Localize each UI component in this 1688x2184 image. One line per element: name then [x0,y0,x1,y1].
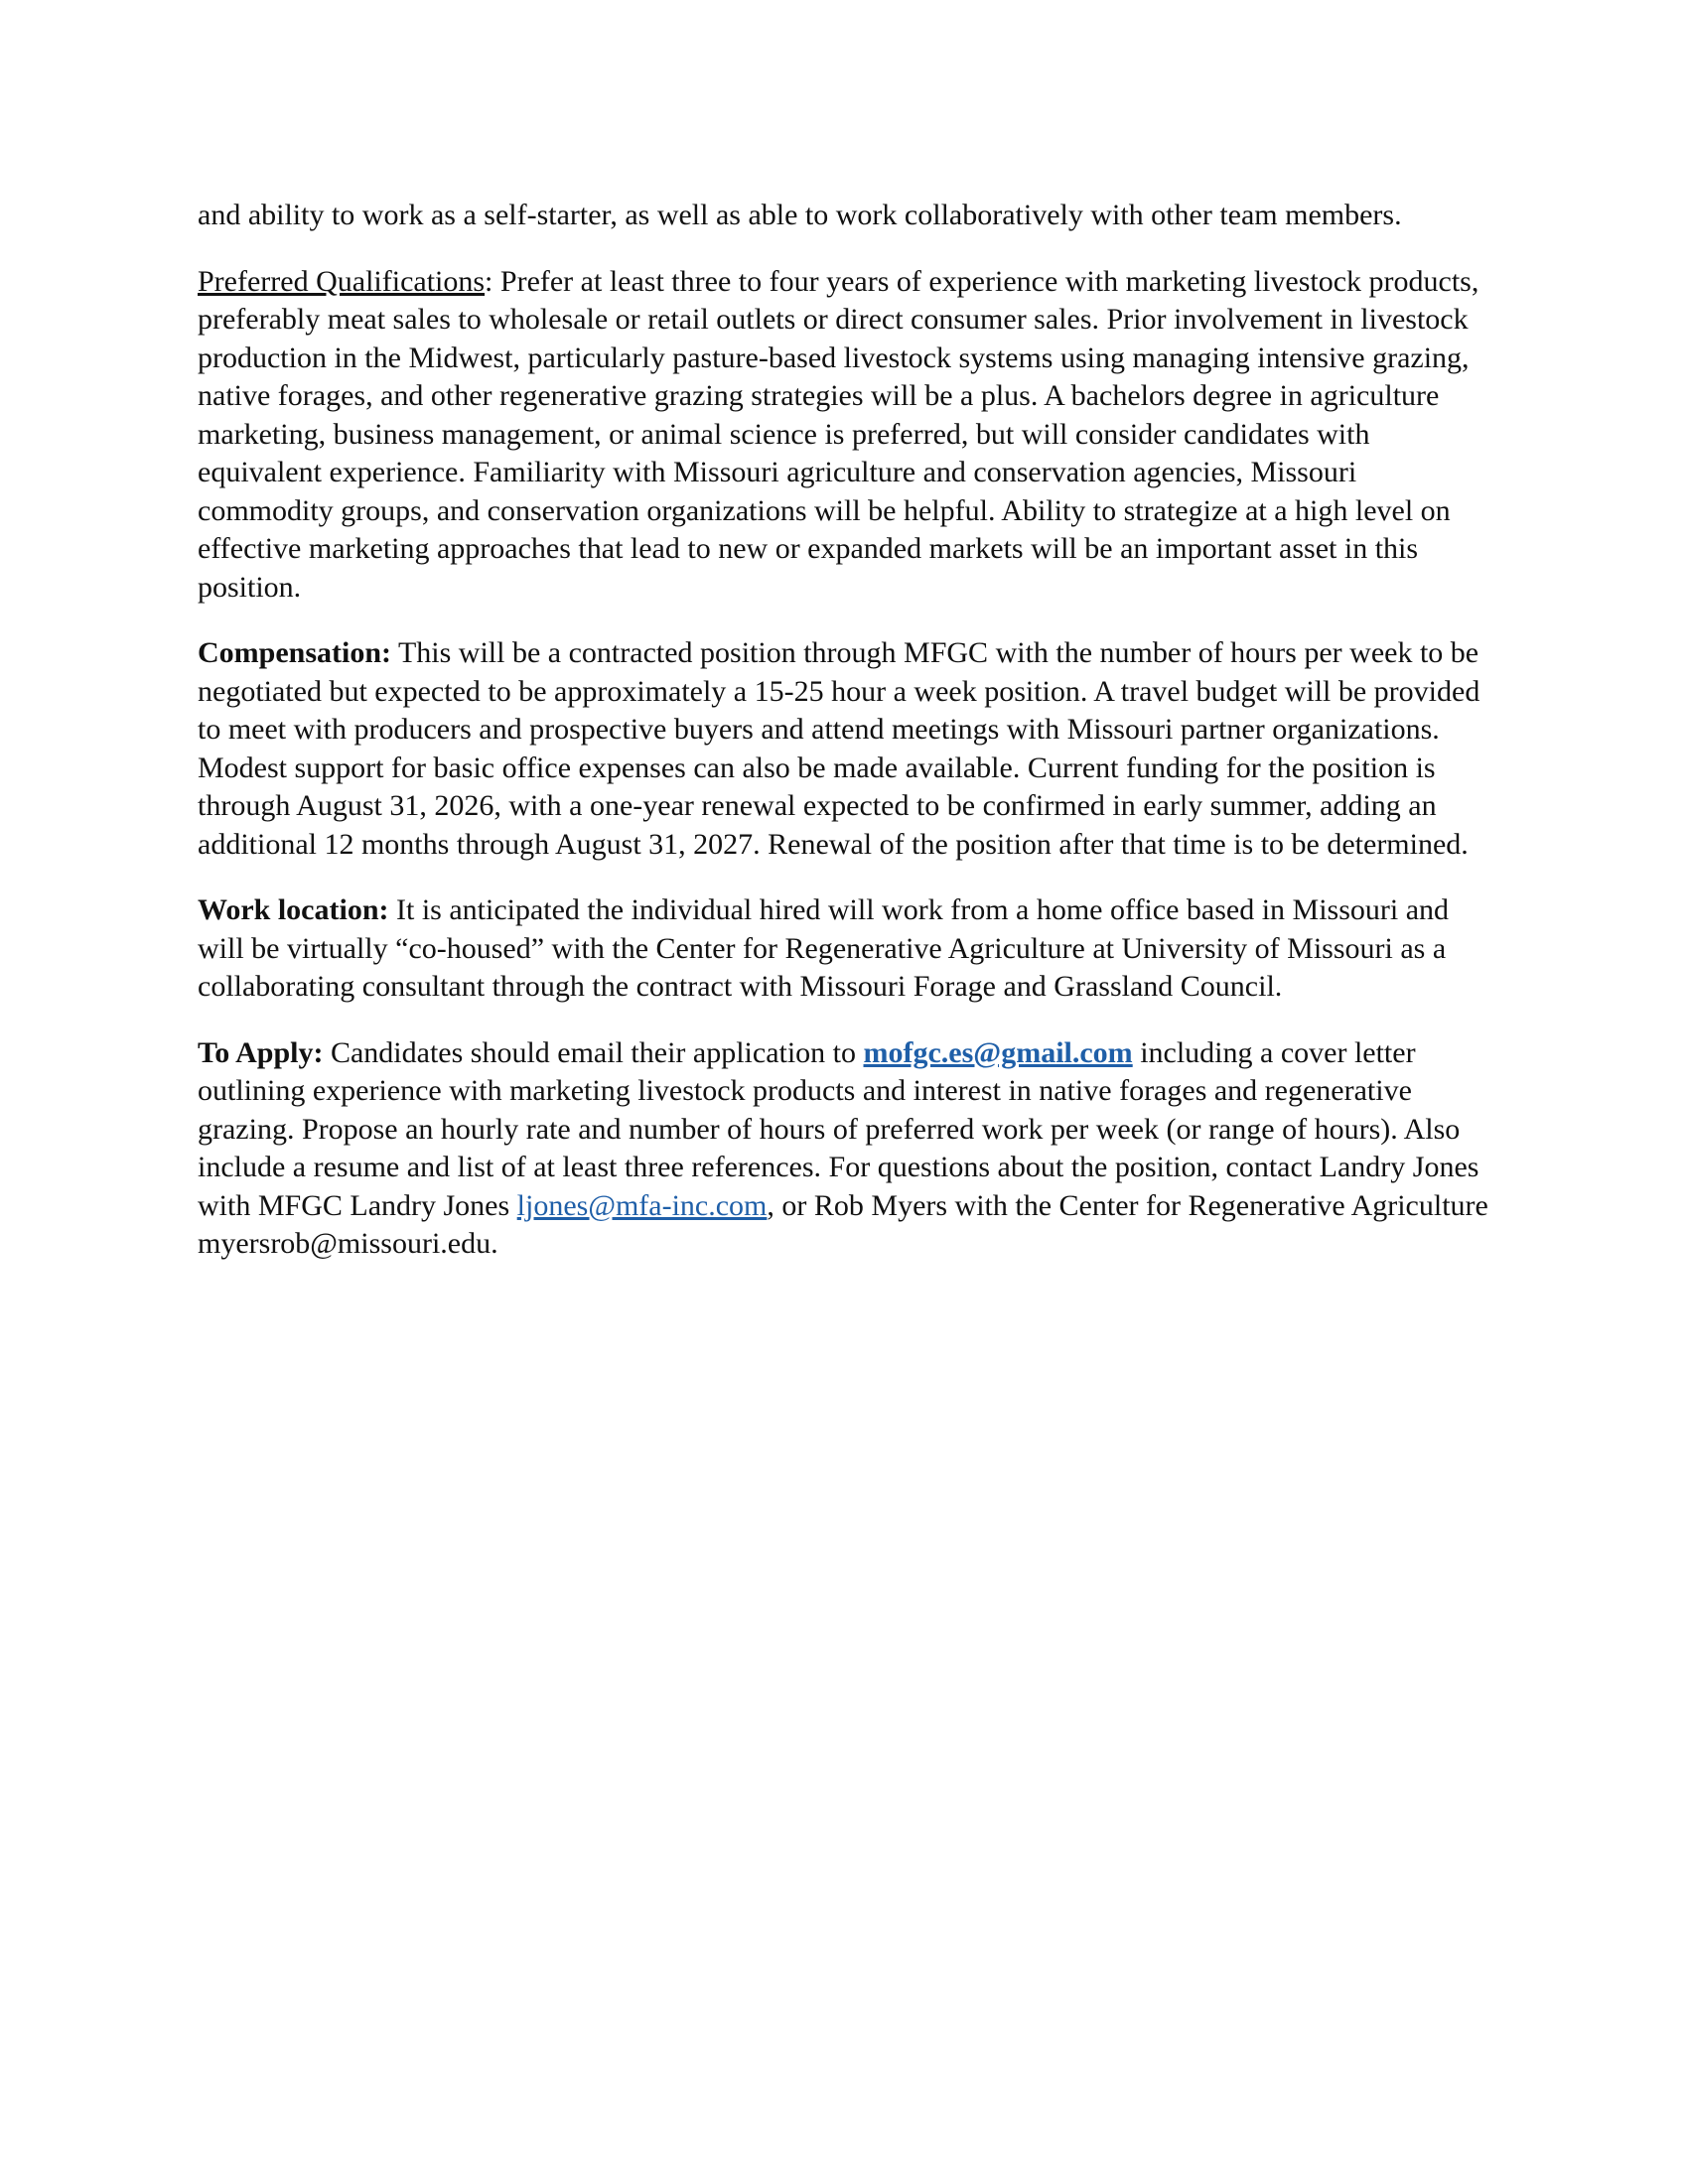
contact-email-link[interactable]: ljones@mfa-inc.com [516,1188,768,1222]
continuation-paragraph [198,197,1488,235]
continuation-text: and ability to work as a self-starter, as well as able to work collaboratively with other team members. [198,199,1402,231]
work-location-body: It is anticipated the individual hired will work from a home office based in Missouri and will be virtually “co-housed” with the Center for Regenerative Agriculture at University of Missouri as a collaborating consultant through the contract with Missouri Forage and Grassland Council. [198,893,1450,1003]
compensation-heading: Compensation: [198,636,392,669]
work-location-heading: Work location: [198,893,389,926]
preferred-qualifications-heading: Preferred Qualifications [198,264,486,298]
application-email-link[interactable]: mofgc.es@gmail.com [863,1035,1133,1069]
compensation-paragraph [198,634,1488,864]
document-page [198,197,1488,1292]
preferred-qualifications-separator: : [485,264,493,298]
to-apply-body-3: , or Rob Myers with the Center for Regenerative Agriculture myersrob@missouri.edu. [198,1188,1488,1260]
to-apply-heading: To Apply: [198,1035,324,1069]
to-apply-body-1: Candidates should email their application to [323,1035,864,1069]
to-apply-body-2: including a cover letter outlining experience with marketing livestock products and interest in native forages and regenerative grazing. Propose an hourly rate and number of hours of preferred work per week (or range of hours). Also include a resume and list of at least three references. For questions about the position, contact Landry Jones with MFGC Landry Jones [198,1035,1479,1222]
preferred-qualifications-body: Prefer at least three to four years of experience with marketing livestock products, preferably meat sales to wholesale or retail outlets or direct consumer sales. Prior involvement in livestock production in the Midwest, particularly pasture-based livestock systems using managing intensive grazing, native forages, and other regenerative grazing strategies will be a plus. A bachelors degree in agriculture marketing, business management, or animal science is preferred, but will consider candidates with equivalent experience. Familiarity with Missouri agriculture and conservation agencies, Missouri commodity groups, and conservation organizations will be helpful. Ability to strategize at a high level on effective marketing approaches that lead to new or expanded markets will be an important asset in this position. [198,264,1479,604]
work-location-paragraph [198,891,1488,1007]
compensation-body: This will be a contracted position through MFGC with the number of hours per week to be negotiated but expected to be approximately a 15-25 hour a week position. A travel budget will be provided to meet with producers and prospective buyers and attend meetings with Missouri partner organizations. Modest support for basic office expenses can also be made available. Current funding for the position is through August 31, 2026, with a one-year renewal expected to be confirmed in early summer, adding an additional 12 months through August 31, 2027. Renewal of the position after that time is to be determined. [198,636,1480,861]
preferred-qualifications-paragraph [198,263,1488,608]
to-apply-paragraph [198,1034,1488,1264]
